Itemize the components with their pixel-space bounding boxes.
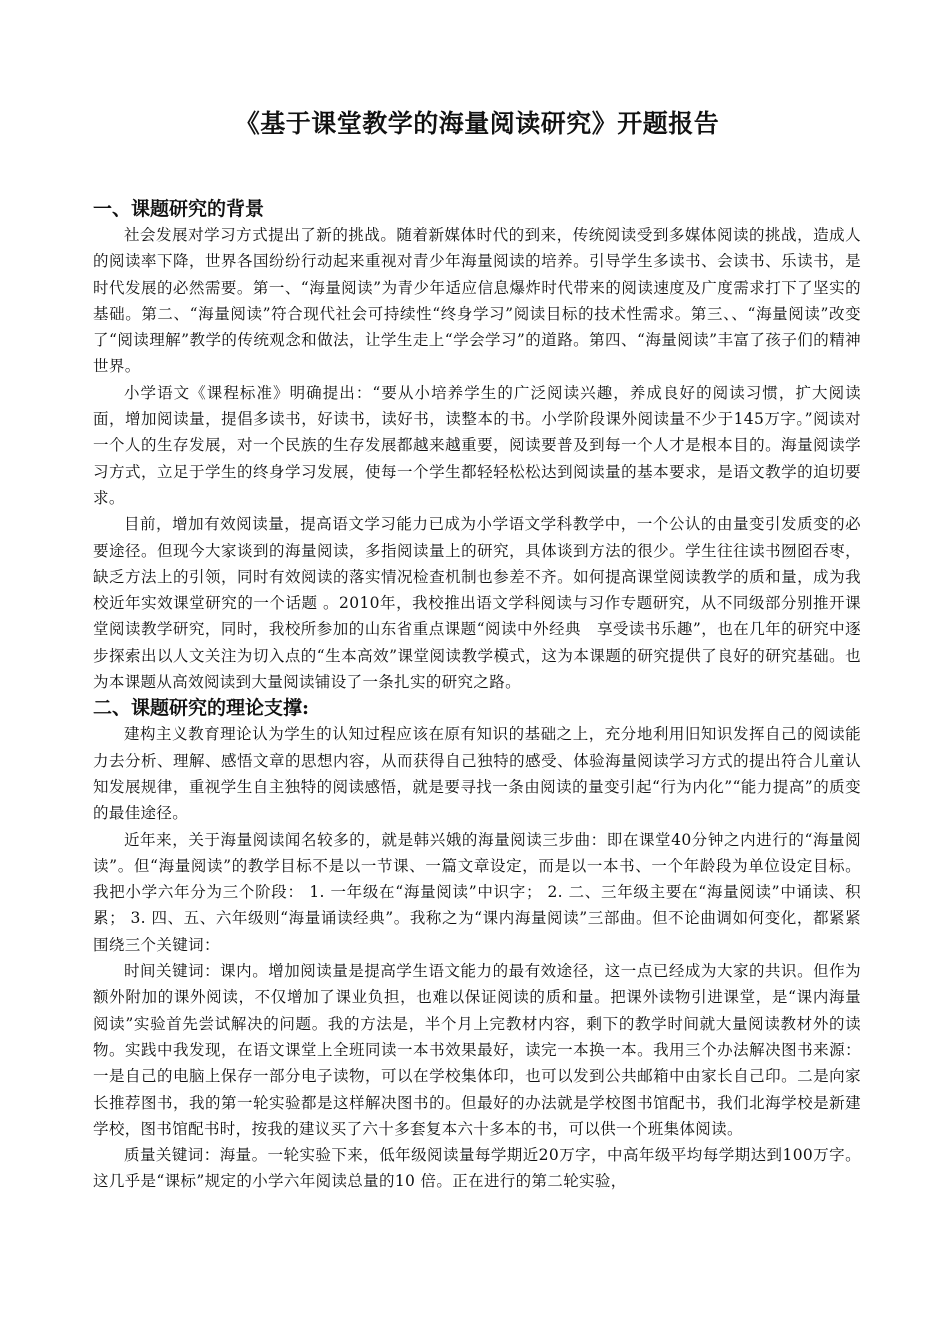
section-theory — [93, 695, 861, 1194]
section-background — [93, 196, 861, 695]
section-heading-background: 一、课题研究的背景 — [93, 198, 265, 220]
paragraph: 建构主义教育理论认为学生的认知过程应该在原有知识的基础之上，充分地利用旧知识发挥自己的阅读能力去分析、理解、感悟文章的思想内容，从而获得自己独特的感受、体验海量阅读学习方式的提出符合儿童认知发展规律，重视学生自主独特的阅读感悟，就是要寻找一条由阅读的量变引起“行为内化”“能力提高”的质变的最佳途径。 — [93, 725, 861, 823]
document-title: 《基于课堂教学的海量阅读研究》开题报告 — [234, 109, 720, 138]
paragraph: 质量关键词：海量。一轮实验下来，低年级阅读量每学期近20万字，中高年级平均每学期达到100万字。这几乎是“课标”规定的小学六年阅读总量的10 倍。正在进行的第二轮实验， — [93, 1146, 861, 1191]
paragraph: 近年来，关于海量阅读闻名较多的，就是韩兴娥的海量阅读三步曲：即在课堂40分钟之内进行的“海量阅读”。但“海量阅读”的教学目标不是以一节课、一篇文章设定，而是以一本书、一个年龄段为单位设定目标。我把小学六年分为三个阶段： 1. 一年级在“海量阅读”中识字； 2. 二、三年级主要在“海量阅读”中诵读、积累； 3. 四、五、六年级则“海量诵读经典”。我称之为“课内海量阅读”三部曲。但不论曲调如何变化，都紧紧围绕三个关键词： — [93, 830, 861, 954]
section-heading-theory: 二、课题研究的理论支撑: — [93, 697, 310, 720]
paragraph: 目前，增加有效阅读量，提高语文学习能力已成为小学语文学科教学中，一个公认的由量变引发质变的必要途径。但现今大家谈到的海量阅读，多指阅读量上的研究，具体谈到方法的很少。学生往往读书囫囵吞枣，缺乏方法上的引领，同时有效阅读的落实情况检查机制也参差不齐。如何提高课堂阅读教学的质和量，成为我校近年实效课堂研究的一个话题 。2010年，我校推出语文学科阅读与习作专题研究，从不同级部分别推开课堂阅读教学研究，同时，我校所参加的山东省重点课题“阅读中外经典 享受读书乐趣”，也在几年的研究中逐步探索出以人文关注为切入点的“生本高效”课堂阅读教学模式，这为本课题的研究提供了良好的研究基础。也为本课题从高效阅读到大量阅读铺设了一条扎实的研究之路。 — [93, 515, 861, 692]
title-spacer — [93, 144, 861, 196]
document-page — [93, 104, 861, 1195]
paragraph: 社会发展对学习方式提出了新的挑战。随着新媒体时代的到来，传统阅读受到多媒体阅读的挑战，造成人的阅读率下降，世界各国纷纷行动起来重视对青少年海量阅读的培养。引导学生多读书、会读书、乐读书，是时代发展的必然需要。第一、“海量阅读”为青少年适应信息爆炸时代带来的阅读速度及广度需求打下了坚实的基础。第二、“海量阅读”符合现代社会可持续性“终身学习”阅读目标的技术性需求。第三、、“海量阅读”改变了“阅读理解”教学的传统观念和做法，让学生走上“学会学习”的道路。第四、“海量阅读”丰富了孩子们的精神世界。 — [93, 226, 861, 376]
paragraph: 时间关键词：课内。增加阅读量是提高学生语文能力的最有效途径，这一点已经成为大家的共识。但作为额外附加的课外阅读，不仅增加了课业负担，也难以保证阅读的质和量。把课外读物引进课堂，是“课内海量阅读”实验首先尝试解决的问题。我的方法是，半个月上完教材内容，剩下的教学时间就大量阅读教材外的读物。实践中我发现，在语文课堂上全班同读一本书效果最好，读完一本换一本。我用三个办法解决图书来源：一是自己的电脑上保存一部分电子读物，可以在学校集体印，也可以发到公共邮箱中由家长自己印。二是向家长推荐图书，我的第一轮实验都是这样解决图书的。但最好的办法就是学校图书馆配书，我们北海学校是新建学校，图书馆配书时，按我的建议买了六十多套复本六十多本的书，可以供一个班集体阅读。 — [93, 962, 861, 1138]
paragraph: 小学语文《课程标准》明确提出：“要从小培养学生的广泛阅读兴趣，养成良好的阅读习惯，扩大阅读面，增加阅读量，提倡多读书，好读书，读好书，读整本的书。小学阶段课外阅读量不少于145万字。”阅读对一个人的生存发展，对一个民族的生存发展都越来越重要，阅读要普及到每一个人才是根本目的。海量阅读学习方式，立足于学生的终身学习发展，使每一个学生都轻轻松松达到阅读量的基本要求，是语文教学的迫切要求。 — [93, 383, 861, 507]
